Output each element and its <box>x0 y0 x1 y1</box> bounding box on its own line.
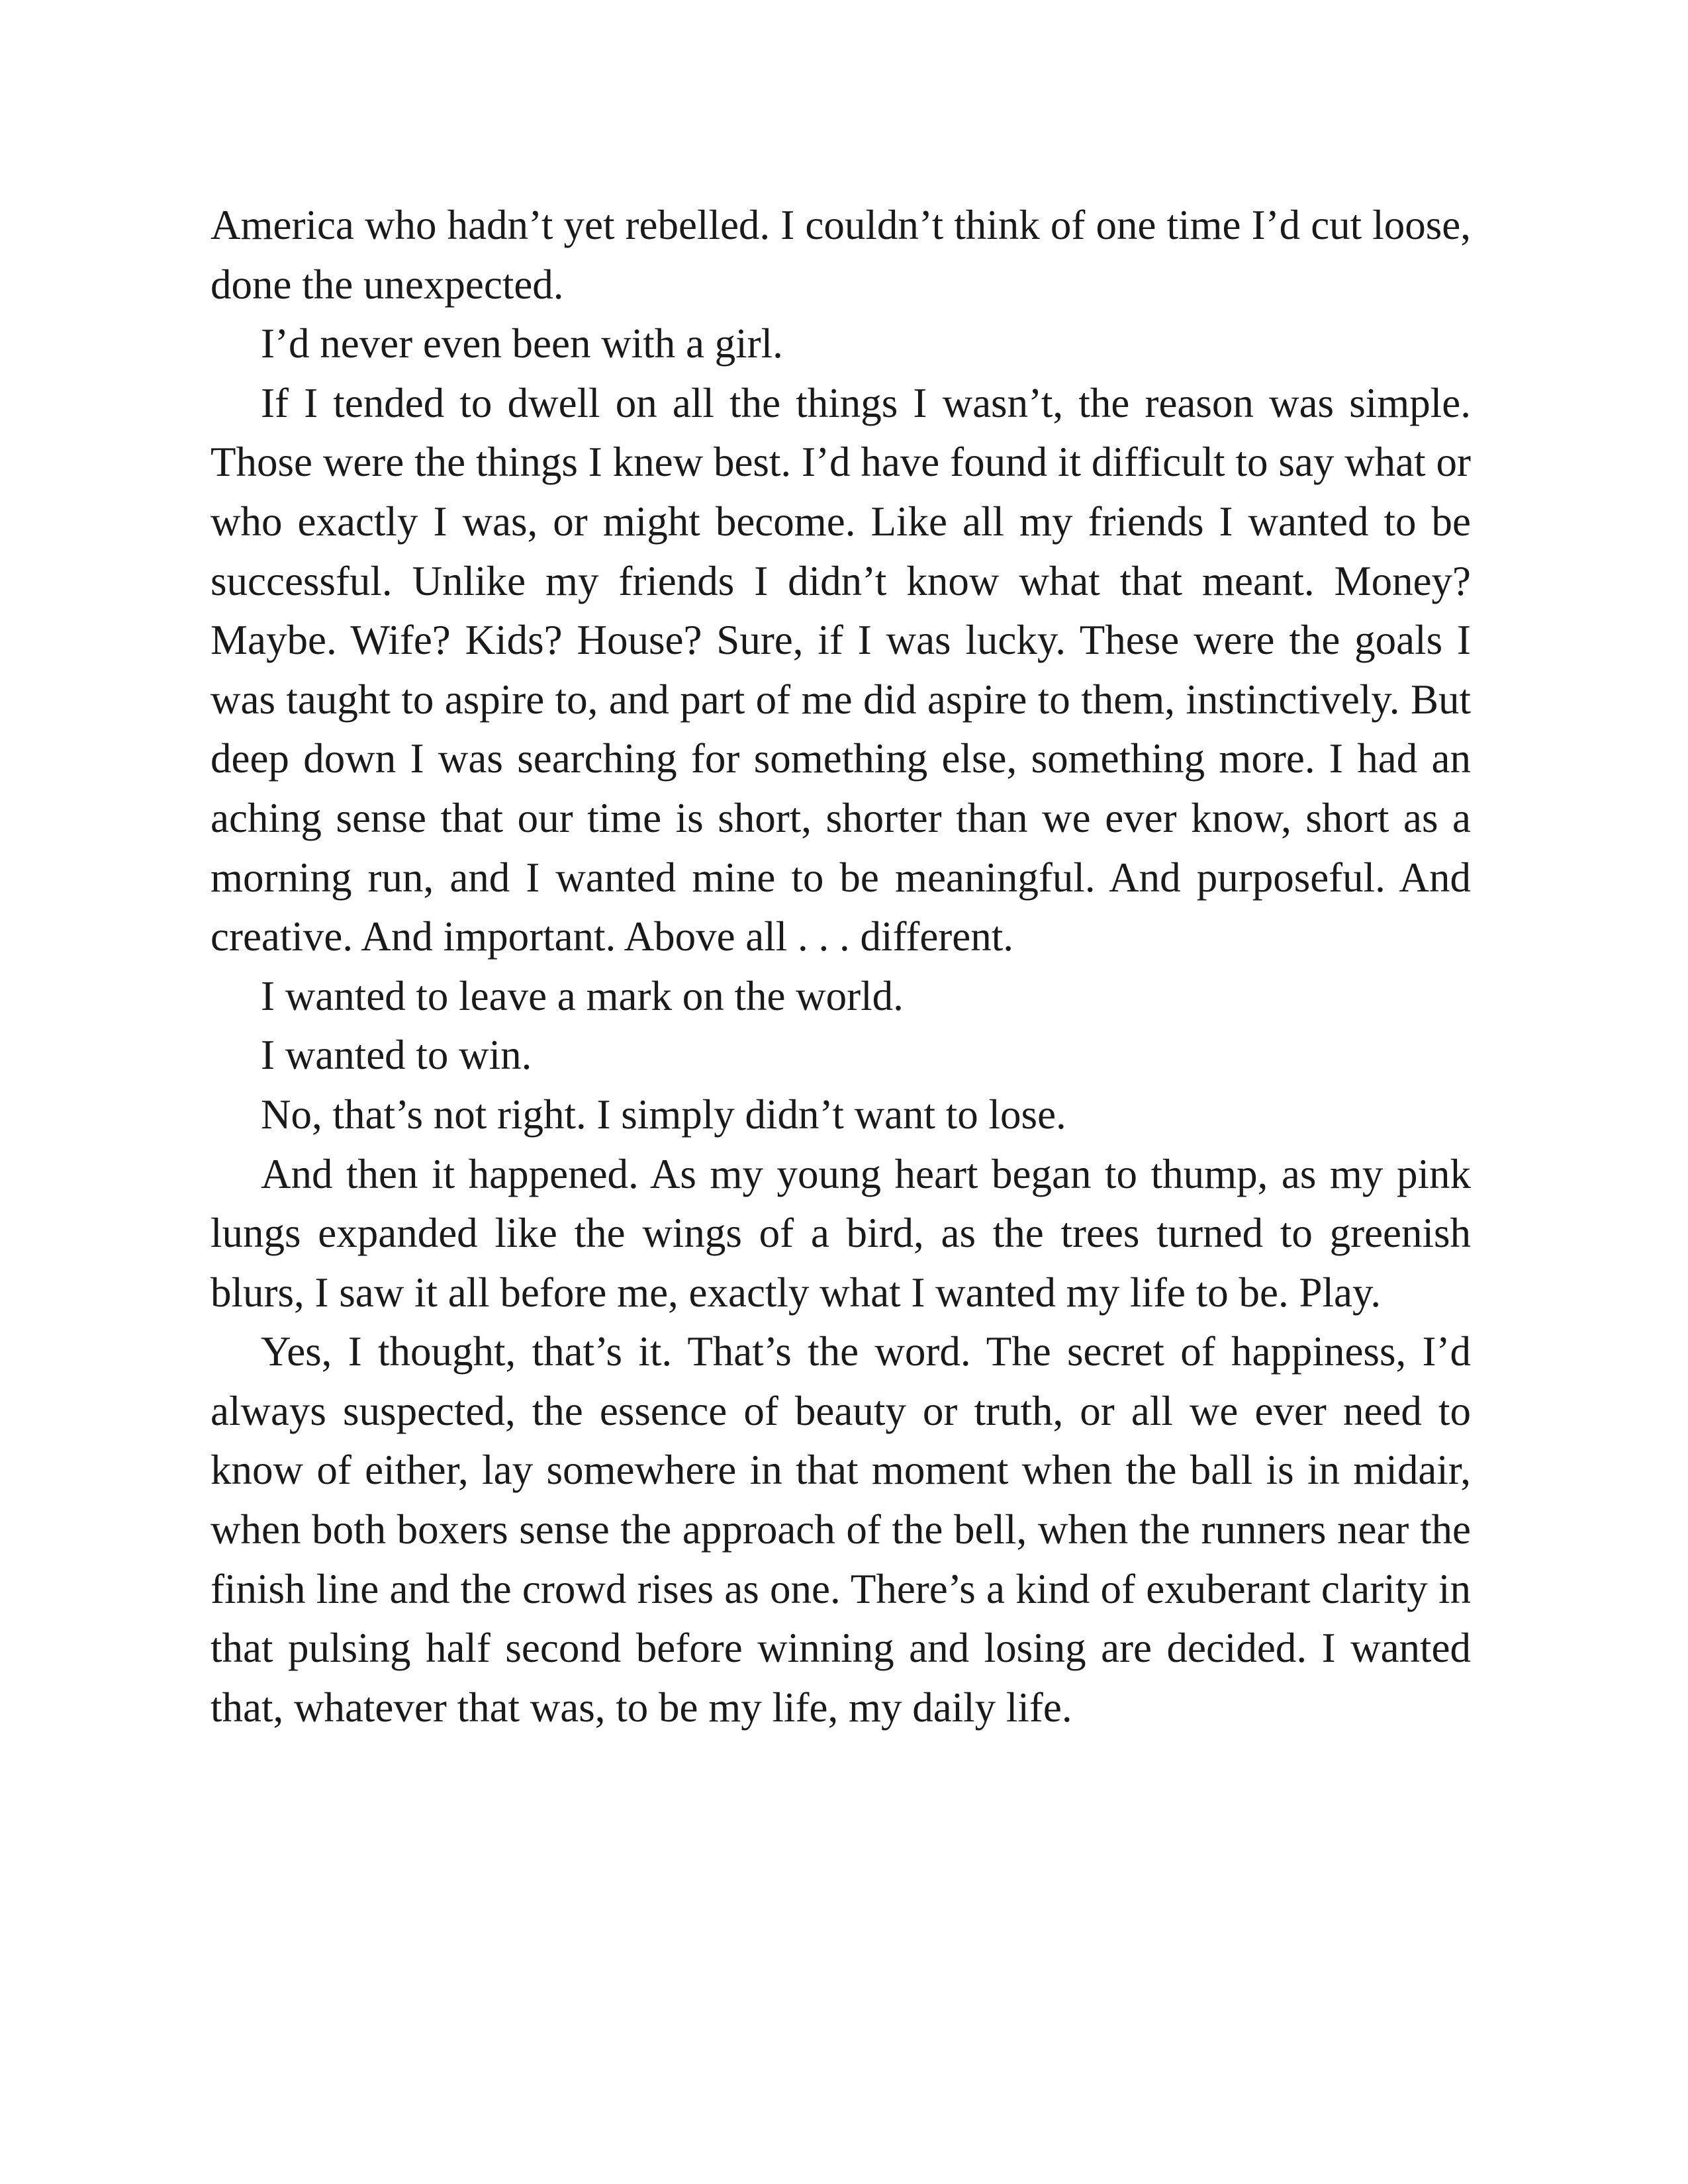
paragraph: And then it happened. As my young heart began to thump, as my pink lungs expanded like the wings of a bird, as the trees turned to greenish blurs, I saw it all before me, exactly what I wanted my life to be. Play. <box>211 1150 1471 1316</box>
paragraph: I wanted to leave a mark on the world. <box>261 972 904 1019</box>
paragraph: If I tended to dwell on all the things I wasn’t, the reason was simple. Those were the things I knew best. I’d have found it difficult to say what or who exactly I was, or might become. Like all my friends I wanted to be successful. Unlike my friends I didn’t know what that meant. Money? Maybe. Wife? Kids? House? Sure, if I was lucky. These were the goals I was taught to aspire to, and part of me did aspire to them, instinctively. But deep down I was searching for something else, something more. I had an aching sense that our time is short, shorter than we ever know, short as a morning run, and I wanted mine to be meaningful. And purposeful. And creative. And important. Above all . . . different. <box>211 379 1471 960</box>
paragraph: I wanted to win. <box>261 1032 532 1079</box>
paragraph: Yes, I thought, that’s it. That’s the word. The secret of happiness, I’d always suspected, the essence of beauty or truth, or all we ever need to know of either, lay somewhere in that moment when the ball is in midair, when both boxers sense the approach of the bell, when the runners near the finish line and the crowd rises as one. There’s a kind of exuberant clarity in that pulsing half second before winning and losing are decided. I wanted that, whatever that was, to be my life, my daily life. <box>211 1328 1471 1731</box>
paragraph: I’d never even been with a girl. <box>261 320 783 367</box>
paragraph: No, that’s not right. I simply didn’t want to lose. <box>261 1091 1066 1138</box>
page-body <box>211 196 1471 1737</box>
paragraph-continuation: America who hadn’t yet rebelled. I couldn’t think of one time I’d cut loose, done the unexpected. <box>211 202 1471 308</box>
